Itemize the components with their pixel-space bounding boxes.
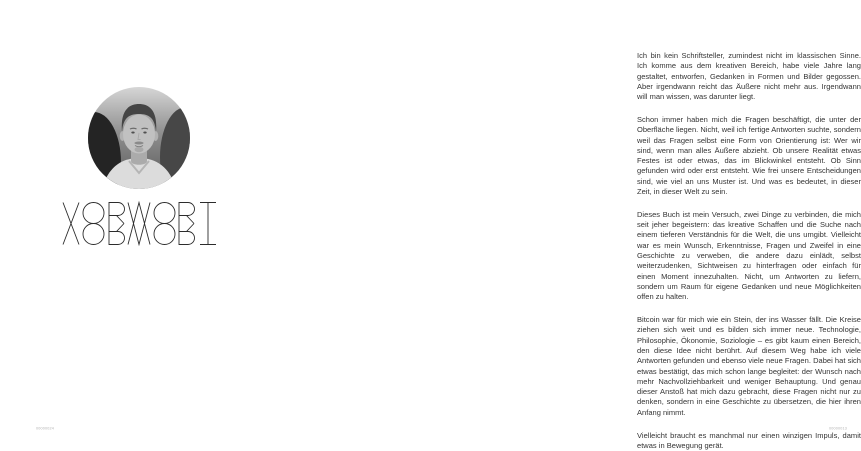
foreword-paragraph: Schon immer haben mich die Fragen beschäftigt, die unter der Oberfläche liegen. Nicht, weil ich fertige Antworten suchte, sondern weil das Fragen selbst eine Form von Orientierung ist: Wer wir sind, wenn man alles Äußere abzieht. Ob unsere Realität etwas Festes ist oder etwas, das im Blickwinkel entsteht. Ob Sinn gefunden wird oder erst entsteht. Wie frei unsere Entscheidungen sind, wie viel an uns Muster ist. Und was es bedeutet, in dieser Zeit, in dieser Welt zu sein. (637, 115, 861, 197)
foreword-paragraph: Bitcoin war für mich wie ein Stein, der ins Wasser fällt. Die Kreise ziehen sich weit und es bilden sich immer neue. Technologie, Philosophie, Ökonomie, Soziologie – es gibt kaum einen Bereich, den diese Idee nicht berührt. Auf diesem Weg habe ich viele Antworten gefunden und ebenso viele neue Fragen. Dabei hat sich etwas bestätigt, das mich schon lange begleitet: der Wunsch nach mehr Nachvollziehbarkeit und weniger Behauptung. Und genau dieser Anstoß hat mich dazu gebracht, diese Fragen nicht nur zu denken, sondern in eine Geschichte zu übersetzen, die hier ihren Anfang nimmt. (637, 315, 861, 418)
foreword-text-column (637, 51, 861, 451)
vorwort-wordmark-letters (63, 203, 216, 224)
foreword-paragraph: Dieses Buch ist mein Versuch, zwei Dinge zu verbinden, die mich seit jeher begeistern: das kreative Schaffen und die Suche nach einem tieferen Verständnis für die Welt, die uns umgibt. Vielleicht war es mein Wunsch, Erkenntnisse, Fragen und Zweifel in eine Geschichte zu verweben, die andere dazu einlädt, selbst weiterzudenken, Sichtweisen zu hinterfragen oder einfach für einen Moment innezuhalten. Nicht, um Antworten zu liefern, sondern um Raum für eigene Gedanken und neue Möglichkeiten offen zu halten. (637, 210, 861, 303)
left-page (0, 0, 300, 450)
foreword-paragraph: Ich bin kein Schriftsteller, zumindest nicht im klassischen Sinne. Ich komme aus dem kreativen Bereich, habe viele Jahre lang gestaltet, entworfen, Gedanken in Formen und Bilder gegossen. Aber irgendwann reicht das Äußere nicht mehr aus. Irgendwann will man wissen, was darunter liegt. (637, 51, 861, 102)
vorwort-wordmark-svg (60, 200, 220, 250)
vorwort-wordmark (60, 200, 220, 250)
page-folio-left-number: 00000024 (36, 427, 54, 431)
vorwort-wordmark-reflection (63, 224, 216, 245)
foreword-paragraph: Vielleicht braucht es manchmal nur einen winzigen Impuls, damit etwas in Bewegung gerät. (637, 431, 861, 451)
page-folio-left (36, 426, 65, 432)
right-page (300, 0, 600, 450)
page-folio-right (829, 426, 858, 432)
author-portrait-image (88, 87, 190, 189)
author-portrait-photo (88, 87, 190, 189)
page-folio-right-number: 00000013 (829, 427, 847, 431)
